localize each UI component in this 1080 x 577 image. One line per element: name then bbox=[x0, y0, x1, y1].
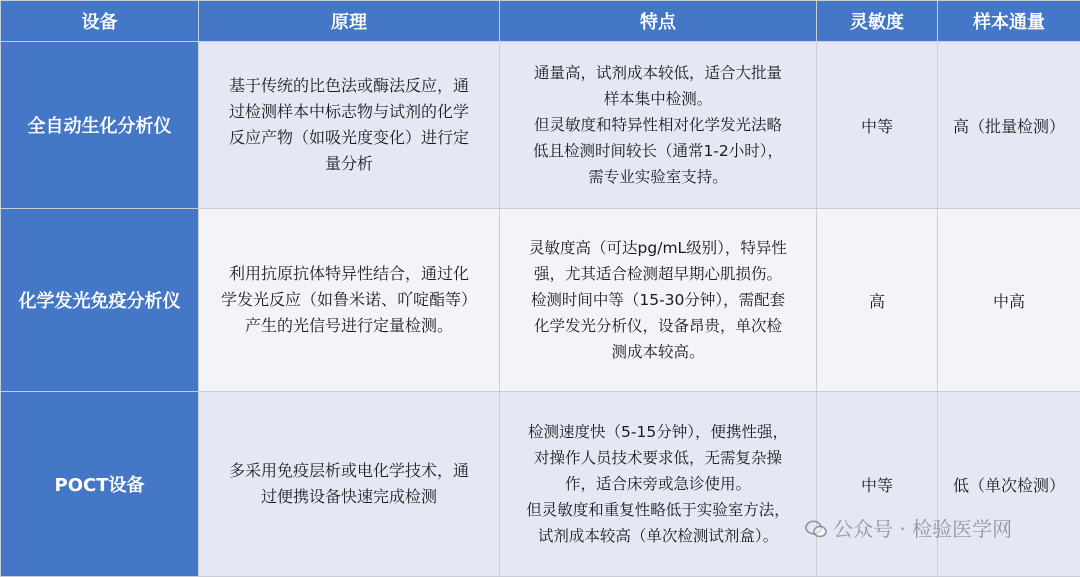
text-line: 量分析 bbox=[207, 151, 491, 177]
principle-cell bbox=[199, 392, 500, 577]
text-line: 学发光反应（如鲁米诺、吖啶酯等） bbox=[207, 287, 491, 313]
header-sensitivity: 灵敏度 bbox=[817, 1, 938, 42]
text-line: 多采用免疫层析或电化学技术，通 bbox=[207, 458, 491, 484]
text-line: 利用抗原抗体特异性结合，通过化 bbox=[207, 261, 491, 287]
text-line: 需专业实验室支持。 bbox=[504, 164, 812, 190]
wechat-icon bbox=[805, 519, 827, 537]
device-cell: 全自动生化分析仪 bbox=[1, 42, 199, 209]
text-line: 样本集中检测。 bbox=[504, 86, 812, 112]
text-line: 灵敏度高（可达pg/mL级别），特异性 bbox=[504, 235, 812, 261]
device-cell: 化学发光免疫分析仪 bbox=[1, 209, 199, 392]
text-line: 对操作人员技术要求低，无需复杂操 bbox=[504, 445, 812, 471]
header-throughput: 样本通量 bbox=[938, 1, 1080, 42]
text-line: 测成本较高。 bbox=[504, 339, 812, 365]
header-principle: 原理 bbox=[199, 1, 500, 42]
features-cell bbox=[500, 42, 817, 209]
header-row bbox=[1, 1, 1080, 42]
features-cell bbox=[500, 209, 817, 392]
text-line: 低且检测时间较长（通常1-2小时）， bbox=[504, 138, 812, 164]
throughput-cell: 中高 bbox=[938, 209, 1080, 392]
sensitivity-cell: 高 bbox=[817, 209, 938, 392]
text-line: 过便携设备快速完成检测 bbox=[207, 484, 491, 510]
text-line: 基于传统的比色法或酶法反应，通 bbox=[207, 73, 491, 99]
device-cell: POCT设备 bbox=[1, 392, 199, 577]
watermark bbox=[805, 513, 1012, 542]
sensitivity-cell: 中等 bbox=[817, 392, 938, 577]
throughput-cell: 低（单次检测） bbox=[938, 392, 1080, 577]
header-features: 特点 bbox=[500, 1, 817, 42]
sensitivity-cell: 中等 bbox=[817, 42, 938, 209]
text-line: 但灵敏度和特异性相对化学发光法略 bbox=[504, 112, 812, 138]
text-line: 产生的光信号进行定量检测。 bbox=[207, 313, 491, 339]
text-line: 检测速度快（5-15分钟），便携性强， bbox=[504, 419, 812, 445]
table-row bbox=[1, 42, 1080, 209]
text-line: 强，尤其适合检测超早期心肌损伤。 bbox=[504, 261, 812, 287]
table-row bbox=[1, 392, 1080, 577]
table-row bbox=[1, 209, 1080, 392]
text-line: 过检测样本中标志物与试剂的化学 bbox=[207, 99, 491, 125]
features-cell bbox=[500, 392, 817, 577]
principle-cell bbox=[199, 209, 500, 392]
text-line: 反应产物（如吸光度变化）进行定 bbox=[207, 125, 491, 151]
text-line: 但灵敏度和重复性略低于实验室方法， bbox=[504, 497, 812, 523]
principle-cell bbox=[199, 42, 500, 209]
text-line: 作，适合床旁或急诊使用。 bbox=[504, 471, 812, 497]
text-line: 检测时间中等（15-30分钟），需配套 bbox=[504, 287, 812, 313]
watermark-text: 公众号 · 检验医学网 bbox=[833, 517, 1012, 541]
throughput-cell: 高（批量检测） bbox=[938, 42, 1080, 209]
text-line: 试剂成本较高（单次检测试剂盒）。 bbox=[504, 523, 812, 549]
header-device: 设备 bbox=[1, 1, 199, 42]
text-line: 化学发光分析仪，设备昂贵，单次检 bbox=[504, 313, 812, 339]
text-line: 通量高，试剂成本较低，适合大批量 bbox=[504, 60, 812, 86]
